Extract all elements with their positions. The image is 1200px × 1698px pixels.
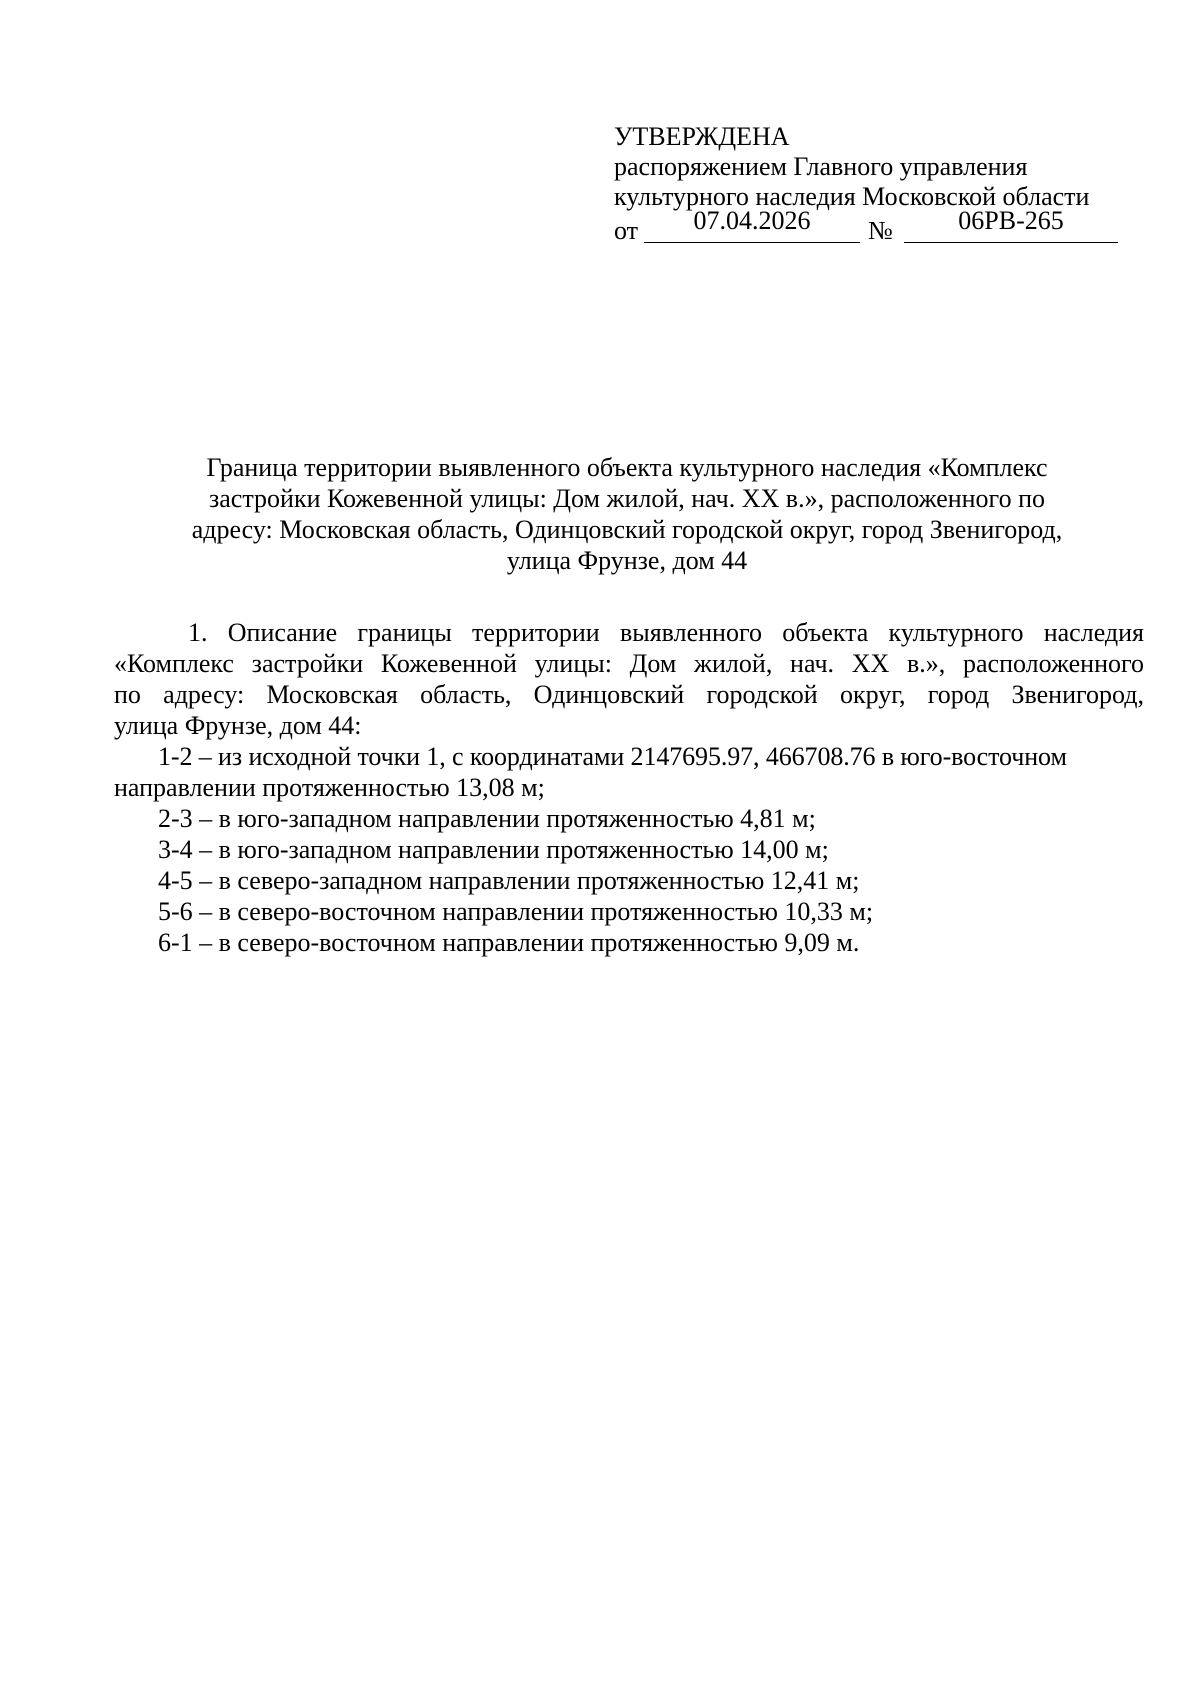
- section-1-line-4: улица Фрунзе, дом 44:: [114, 711, 362, 740]
- approval-reference: [614, 206, 1134, 245]
- segment-1-2-line-1: 1-2 – из исходной точки 1, с координатами 2147695.97, 466708.76 в юго-восточном: [158, 742, 1067, 771]
- section-1-line-1: 1. Описание границы территории выявленного объекта культурного наследия: [188, 618, 1144, 647]
- date-label: от: [614, 216, 639, 245]
- segment-6-1: 6-1 – в северо-восточном направлении протяженностью 9,09 м.: [158, 928, 860, 957]
- title-line-4: улица Фрунзе, дом 44: [506, 546, 748, 575]
- title-line-2: застройки Кожевенной улицы: Дом жилой, нач. XX в.», расположенного по: [209, 484, 1045, 513]
- section-1-line-3: по адресу: Московская область, Одинцовский городской округ, город Звенигород,: [114, 680, 1144, 709]
- section-1-line-2: «Комплекс застройки Кожевенной улицы: Дом жилой, нач. XX в.», расположенного: [114, 649, 1144, 678]
- title-line-1: Граница территории выявленного объекта культурного наследия «Комплекс: [206, 453, 1048, 482]
- approval-heading: УТВЕРЖДЕНА: [614, 122, 790, 151]
- document-title: [112, 452, 1142, 576]
- approval-line-1: распоряжением Главного управления: [614, 152, 1028, 181]
- approval-line-2: культурного наследия Московской области: [614, 182, 1090, 211]
- document-body: [114, 617, 1144, 958]
- number-value: 06РВ-265: [958, 206, 1064, 235]
- segment-5-6: 5-6 – в северо-восточном направлении протяженностью 10,33 м;: [158, 897, 874, 926]
- segment-1-2-line-2: направлении протяженностью 13,08 м;: [114, 773, 545, 802]
- date-value: 07.04.2026: [693, 206, 811, 235]
- title-line-3: адресу: Московская область, Одинцовский городской округ, город Звенигород,: [191, 515, 1063, 544]
- approval-block: [614, 122, 1134, 244]
- segment-4-5: 4-5 – в северо-западном направлении протяженностью 12,41 м;: [158, 866, 860, 895]
- date-field: [644, 206, 860, 243]
- number-label: №: [868, 216, 893, 245]
- number-field: [904, 206, 1118, 243]
- segment-2-3: 2-3 – в юго-западном направлении протяженностью 4,81 м;: [158, 804, 816, 833]
- segment-3-4: 3-4 – в юго-западном направлении протяженностью 14,00 м;: [158, 835, 829, 864]
